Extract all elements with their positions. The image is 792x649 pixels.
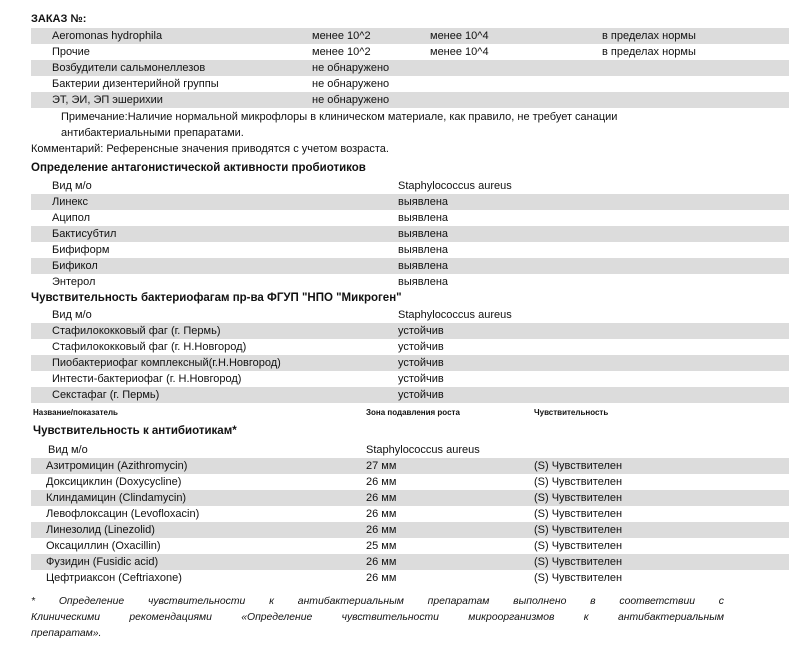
table-row <box>31 76 789 92</box>
column-header-zone: Зона подавления роста <box>366 408 460 417</box>
table-row <box>31 371 789 387</box>
antibiotic-sensitivity: (S) Чувствителен <box>534 540 623 552</box>
bacteria-name: Возбудители сальмонеллезов <box>52 62 206 74</box>
bacteria-name: Aeromonas hydrophila <box>52 30 163 42</box>
phage-name: Интести-бактериофаг (г. Н.Новгород) <box>52 373 242 385</box>
probiotic-name: Бактисубтил <box>52 228 117 240</box>
comment: Комментарий: Референсные значения приводятся с учетом возраста. <box>31 143 389 155</box>
antibiotic-name: Цефтриаксон (Ceftriaxone) <box>46 572 182 584</box>
column-header-name: Название/показатель <box>33 408 118 417</box>
table-row <box>31 178 789 194</box>
phage-name: Пиобактериофаг комплексный(г.Н.Новгород) <box>52 357 281 369</box>
antibiotic-sensitivity: (S) Чувствителен <box>534 572 623 584</box>
bacteria-result: менее 10^2 <box>312 46 371 58</box>
table-row <box>31 506 789 522</box>
antibiotic-name: Клиндамицин (Clindamycin) <box>46 492 187 504</box>
table-row <box>31 242 789 258</box>
probiotic-value: выявлена <box>398 276 449 288</box>
antibiotic-zone: 26 мм <box>366 508 397 520</box>
antibiotic-zone: 25 мм <box>366 540 397 552</box>
footnote-line3: препаратам». <box>31 628 102 639</box>
phage-value: устойчив <box>398 373 444 385</box>
phage-name: Секстафаг (г. Пермь) <box>52 389 160 401</box>
organism-value: Staphylococcus aureus <box>398 180 512 192</box>
antibiotic-zone: 26 мм <box>366 476 397 488</box>
antibiotic-sensitivity: (S) Чувствителен <box>534 556 623 568</box>
table-row <box>31 28 789 44</box>
antibiotic-name: Доксициклин (Doxycycline) <box>46 476 182 488</box>
table-row <box>31 60 789 76</box>
bacteria-status: в пределах нормы <box>602 30 696 42</box>
antibiotic-sensitivity: (S) Чувствителен <box>534 508 623 520</box>
note-line2: антибактериальными препаратами. <box>61 127 244 139</box>
organism-label: Вид м/о <box>48 444 88 456</box>
antibiotic-zone: 26 мм <box>366 492 397 504</box>
probiotic-name: Бифиформ <box>52 244 110 256</box>
antibiotic-name: Фузидин (Fusidic acid) <box>46 556 159 568</box>
table-row <box>31 44 789 60</box>
phages-title: Чувствительность бактериофагам пр-ва ФГУП "НПО "Микроген" <box>31 292 402 304</box>
table-row <box>31 92 789 108</box>
probiotic-value: выявлена <box>398 196 449 208</box>
table-row <box>31 274 789 290</box>
bacteria-name: Прочие <box>52 46 90 58</box>
bacteria-norm: менее 10^4 <box>430 30 489 42</box>
antibiotic-zone: 26 мм <box>366 524 397 536</box>
bacteria-result: не обнаружено <box>312 94 390 106</box>
probiotic-value: выявлена <box>398 212 449 224</box>
phage-value: устойчив <box>398 341 444 353</box>
antibiotic-sensitivity: (S) Чувствителен <box>534 460 623 472</box>
bacteria-status: в пределах нормы <box>602 46 696 58</box>
bacteria-norm: менее 10^4 <box>430 46 489 58</box>
table-row <box>31 210 789 226</box>
antibiotic-zone: 26 мм <box>366 572 397 584</box>
antibiotic-name: Оксациллин (Oxacillin) <box>46 540 161 552</box>
antibiotic-sensitivity: (S) Чувствителен <box>534 524 623 536</box>
antibiotic-zone: 26 мм <box>366 556 397 568</box>
antibiotic-zone: 27 мм <box>366 460 397 472</box>
antibiotic-sensitivity: (S) Чувствителен <box>534 476 623 488</box>
antibiotic-name: Азитромицин (Azithromycin) <box>46 460 188 472</box>
antibiotic-name: Левофлоксацин (Levofloxacin) <box>46 508 200 520</box>
probiotics-title: Определение антагонистической активности пробиотиков <box>31 162 366 174</box>
table-row <box>31 554 789 570</box>
table-row <box>31 226 789 242</box>
table-row <box>31 339 789 355</box>
organism-value: Staphylococcus aureus <box>398 309 512 321</box>
table-row <box>31 474 789 490</box>
table-row <box>31 307 789 323</box>
bacteria-result: не обнаружено <box>312 62 390 74</box>
antibiotics-title: Чувствительность к антибиотикам* <box>33 425 237 437</box>
footnote-line2: Клиническими рекомендациями «Определение чувствительности микроорганизмов к антибактериальным <box>31 612 724 623</box>
probiotic-value: выявлена <box>398 244 449 256</box>
bacteria-name: Бактерии дизентерийной группы <box>52 78 219 90</box>
order-title: ЗАКАЗ №: <box>31 13 87 25</box>
table-row <box>31 458 789 474</box>
bacteria-result: менее 10^2 <box>312 30 371 42</box>
table-row <box>31 323 789 339</box>
footnote-line1: * Определение чувствительности к антибактериальным препаратам выполнено в соответствии с <box>31 596 724 607</box>
organism-label: Вид м/о <box>52 180 92 192</box>
bacteria-result: не обнаружено <box>312 78 390 90</box>
table-row <box>31 490 789 506</box>
note-line1: Примечание:Наличие нормальной микрофлоры в клиническом материале, как правило, не требует санации <box>61 111 618 123</box>
probiotic-name: Бификол <box>52 260 98 272</box>
probiotic-name: Аципол <box>52 212 91 224</box>
table-row <box>31 258 789 274</box>
table-row <box>31 442 789 458</box>
phage-value: устойчив <box>398 325 444 337</box>
table-row <box>31 194 789 210</box>
table-row <box>31 522 789 538</box>
probiotic-name: Энтерол <box>52 276 96 288</box>
table-row <box>31 387 789 403</box>
antibiotic-sensitivity: (S) Чувствителен <box>534 492 623 504</box>
table-row <box>31 538 789 554</box>
probiotic-value: выявлена <box>398 228 449 240</box>
probiotic-value: выявлена <box>398 260 449 272</box>
phage-name: Стафилококковый фаг (г. Н.Новгород) <box>52 341 247 353</box>
antibiotic-name: Линезолид (Linezolid) <box>46 524 155 536</box>
phage-value: устойчив <box>398 357 444 369</box>
column-header-sensitivity: Чувствительность <box>534 408 609 417</box>
bacteria-name: ЭТ, ЭИ, ЭП эшерихии <box>52 94 163 106</box>
table-row <box>31 355 789 371</box>
organism-label: Вид м/о <box>52 309 92 321</box>
phage-value: устойчив <box>398 389 444 401</box>
probiotic-name: Линекс <box>52 196 88 208</box>
organism-value: Staphylococcus aureus <box>366 444 480 456</box>
phage-name: Стафилококковый фаг (г. Пермь) <box>52 325 221 337</box>
table-row <box>31 570 789 586</box>
